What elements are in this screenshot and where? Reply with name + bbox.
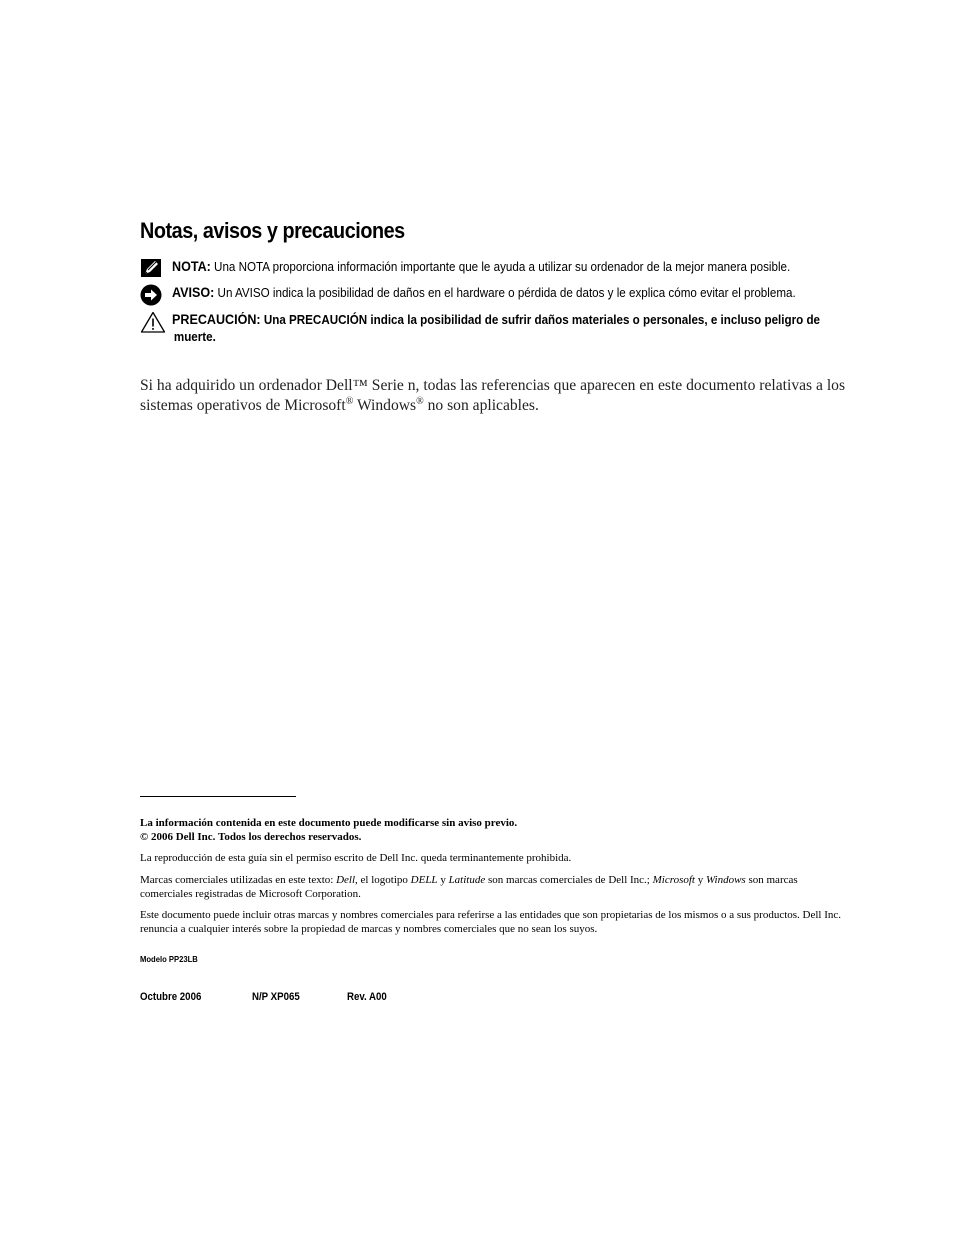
notice-arrow-icon <box>140 284 164 306</box>
copyright-line: © 2006 Dell Inc. Todos los derechos reservados. <box>140 831 362 843</box>
publication-date: Octubre 2006 <box>140 991 202 1003</box>
note-pencil-icon <box>140 258 164 280</box>
note-body: Una NOTA proporciona información importante que le ayuda a utilizar su ordenador de la mejor manera posible. <box>210 260 791 274</box>
caution-text <box>172 311 842 346</box>
tm-text: son marcas comerciales registradas de Microsoft Corporation. <box>140 874 798 900</box>
footnote-divider <box>140 796 296 797</box>
tm-text: , el logotipo <box>355 874 411 886</box>
disclaimer-part3: no son aplicables. <box>423 397 539 414</box>
tm-text: son marcas comerciales de Dell Inc.; <box>485 874 653 886</box>
legal-change-notice: La información contenida en este documento puede modificarse sin aviso previo. <box>140 817 518 829</box>
caution-label: PRECAUCIÓN: <box>172 312 261 327</box>
tm-dell-logo: DELL <box>410 874 438 886</box>
tm-text: y <box>437 874 449 886</box>
revision: Rev. A00 <box>347 991 387 1003</box>
legal-header <box>140 816 850 844</box>
note-label: NOTA: <box>172 259 211 274</box>
caution-body-cont: muerte. <box>173 330 216 344</box>
tm-text: Marcas comerciales utilizadas en este texto: <box>140 874 337 886</box>
other-trademarks-notice: Este documento puede incluir otras marcas y nombres comerciales para referirse a las entidades que son propietarias de los mismos o a sus productos. Dell Inc. renuncia a cualquier interés sobre la propiedad de marcas y nombres comerciales que no sean los suyos. <box>140 909 842 935</box>
page-title: Notas, avisos y precauciones <box>140 218 405 243</box>
registered-mark: ® <box>345 395 354 407</box>
part-number: N/P XP065 <box>252 991 300 1003</box>
reproduction-notice: La reproducción de esta guía sin el permiso escrito de Dell Inc. queda terminantemente prohibida. <box>140 852 572 864</box>
tm-microsoft: Microsoft <box>652 874 695 886</box>
model-number: Modelo PP23LB <box>140 954 198 964</box>
tm-windows: Windows <box>705 874 746 886</box>
microsoft-disclaimer <box>140 376 846 416</box>
disclaimer-part2: Windows <box>353 397 417 414</box>
disclaimer-part1: Si ha adquirido un ordenador Dell™ Serie n, todas las referencias que aparecen en este documento relativas a los sistemas operativos de Microsoft <box>140 377 846 414</box>
tm-text: y <box>694 874 706 886</box>
caution-triangle-icon <box>140 311 164 333</box>
tm-dell: Dell <box>336 874 356 886</box>
caution-body: Una PRECAUCIÓN indica la posibilidad de sufrir daños materiales o personales, e incluso peligro de <box>260 313 821 327</box>
note-text <box>172 258 814 276</box>
registered-mark: ® <box>416 395 424 407</box>
trademarks-notice <box>140 873 850 901</box>
notice-body: Un AVISO indica la posibilidad de daños en el hardware o pérdida de datos y le explica cómo evitar el problema. <box>214 286 796 300</box>
notice-text <box>172 284 814 302</box>
notice-label: AVISO: <box>172 285 215 300</box>
tm-latitude: Latitude <box>448 874 486 886</box>
